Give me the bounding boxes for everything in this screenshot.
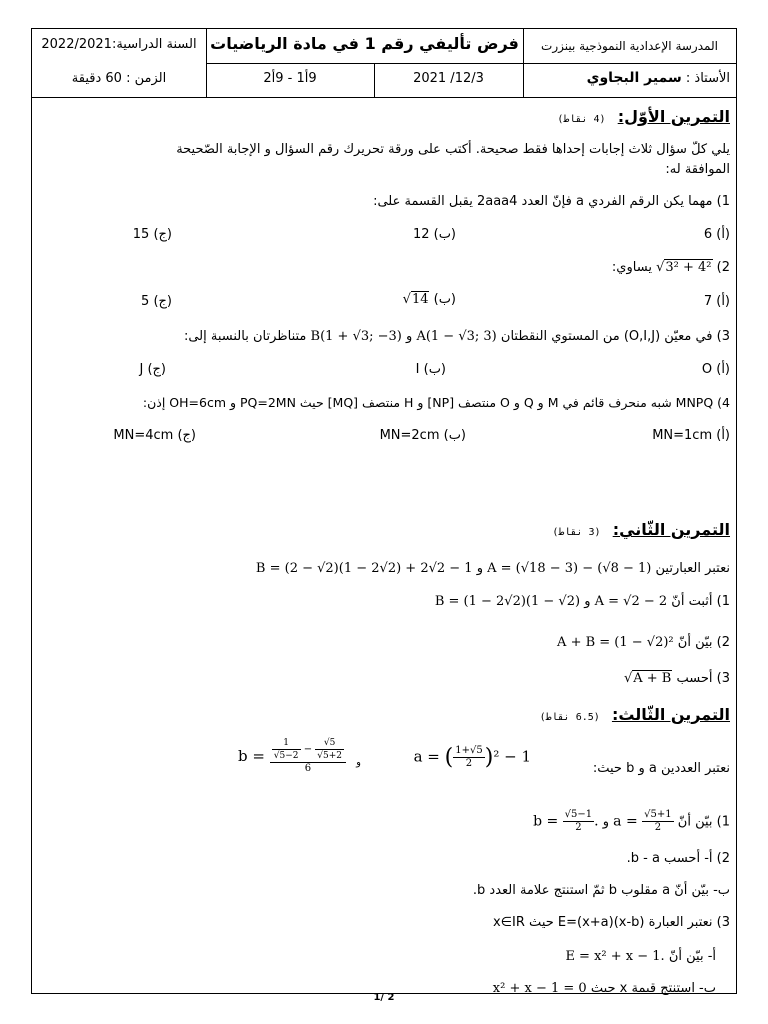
ex2-q1 — [435, 594, 730, 609]
ex1-q3-option-c: (ج) J — [139, 362, 166, 377]
ex1-q3-and: و — [406, 329, 413, 344]
ex3-a-definition: a = ( $\frac{1+√5}{2}$ )² − 1 — [413, 745, 531, 770]
ex2-q3-expression: A + B — [633, 671, 672, 686]
ex3-q1-text: 1) بيّن أنّ — [677, 814, 730, 830]
ex3-a-numerator: 1+√5 — [455, 745, 483, 756]
ex1-q2-option-b-label: (ب) — [429, 292, 456, 307]
ex1-q2-expression: 3² + 4² — [665, 260, 712, 275]
ex3-q1-a-numerator: √5+1 — [644, 809, 672, 820]
ex3-and: و — [356, 757, 361, 768]
ex3-q3: 3) نعتبر العبارة E=(x+a)(x-b) حيث x∈IR — [493, 915, 730, 930]
ex3-q1-and: و — [602, 814, 610, 830]
ex2-q3-text: 3) أحسب — [676, 671, 730, 686]
ex1-q1-option-a: (أ) 6 — [703, 227, 730, 242]
ex3-b-den2: √5+2 — [317, 751, 342, 761]
ex1-intro-2: الموافقة له: — [665, 162, 730, 177]
teacher — [523, 70, 736, 86]
ex3-a-denominator: 2 — [465, 758, 473, 769]
ex3-a-lhs: a = — [413, 747, 440, 766]
header-table — [32, 29, 736, 98]
ex1-q3-text: 3) في معيّن (O,I,J) من المستوي النقطتان — [500, 329, 730, 344]
ex2-q1-b: B = (1 − 2√2)(1 − √2) — [434, 594, 581, 609]
ex2-q2-expression: A + B = (1 − √2)² — [557, 635, 674, 650]
ex1-q1-option-b: (ب) 12 — [412, 227, 456, 242]
ex1-intro-1: يلي كلّ سؤال ثلاث إجابات إحداها فقط صحيحة. أكتب على ورقة تحريرك رقم السؤال و الإجابة الصّحيحة — [176, 142, 730, 157]
date-label: 2021 /12/3 — [413, 71, 484, 86]
ex1-q4: 4) MNPQ شبه منحرف قائم في M و Q و O منتصف [NP] و H منتصف [MQ] حيث PQ=2MN و OH=6cm إذن: — [142, 395, 730, 410]
ex3-q3b-text: ب- استنتج قيمة x حيث — [590, 981, 716, 996]
ex3-a-tail: ² − 1 — [493, 747, 531, 766]
ex2-intro-text: نعتبر العبارتين — [655, 561, 730, 576]
year-label: السنة الدراسية:2022/2021 — [41, 37, 197, 52]
ex2-intro — [256, 561, 730, 576]
ex1-q4-option-b: (ب) MN=2cm — [379, 428, 466, 443]
ex1-q2-option-b: (ب) √14 — [402, 292, 456, 307]
page-number: 1/ 2 — [373, 992, 395, 1003]
ex3-q2b: ب- بيّن أنّ a مقلوب b ثمّ استنتج علامة العدد b. — [472, 883, 730, 898]
ex3-q1-b-denominator: 2 — [575, 822, 582, 833]
exam-sheet — [31, 28, 737, 994]
ex3-b-minus: − — [303, 744, 313, 755]
ex3-q1-a-lhs: a = — [613, 813, 638, 830]
teacher-name: سمير البجاوي — [586, 70, 682, 86]
ex2-points: (3 نقاط) — [552, 527, 601, 538]
ex1-q1-option-c: (ج) 15 — [132, 227, 172, 242]
ex1-q2: 2) √3² + 4² يساوي: — [611, 260, 730, 275]
ex3-q3b-expression: x² + x − 1 = 0 — [492, 981, 587, 996]
ex3-q3a-text: أ- بيّن أنّ — [668, 949, 716, 964]
ex2-heading — [552, 520, 730, 539]
teacher-label: الأستاذ : — [685, 71, 730, 86]
ex2-expression-b: B = (2 − √2)(1 − 2√2) + 2√2 − 1 — [255, 561, 473, 576]
ex2-and: و — [476, 561, 483, 576]
ex1-q3-option-a: (أ) O — [701, 362, 730, 377]
ex1-q2-tail: يساوي: — [611, 260, 657, 275]
exam-title: فرض تأليفي رقم 1 في مادة الرياضيات — [210, 34, 519, 53]
ex1-heading — [557, 107, 730, 126]
ex2-q3: 3) أحسب √A + B — [623, 671, 730, 686]
ex3-b-denominator: 6 — [304, 763, 312, 774]
ex3-intro: نعتبر العددين a و b حيث: — [592, 761, 730, 776]
ex1-q4-option-c: (ج) MN=4cm — [113, 428, 196, 443]
ex3-b-num1: 1 — [272, 737, 301, 750]
ex3-b-definition — [238, 737, 346, 775]
ex1-points: (4 نقاط) — [557, 114, 606, 125]
ex3-heading — [540, 705, 730, 724]
ex3-q1-b-lhs: b = — [533, 813, 559, 830]
ex3-title: التمرين الثّالث: — [611, 705, 730, 724]
duration-label: الزمن : 60 دقيقة — [71, 71, 167, 86]
ex1-q2-number: 2) — [712, 260, 730, 275]
ex3-q2a: 2) أ- أحسب b - a. — [626, 851, 730, 866]
ex2-expression-a: A = (√18 − 3) − (√8 − 1) — [487, 561, 652, 576]
ex3-b-num2: √5 — [315, 737, 344, 750]
ex1-q3-point-b: B(1 + √3; −3) — [310, 329, 402, 344]
ex3-q3a-expression: E = x² + x − 1. — [565, 949, 665, 964]
ex1-q3-point-a: A(1 − √3; 3) — [416, 329, 497, 344]
ex1-q3-tail: متناظرتان بالنسبة إلى: — [183, 329, 307, 344]
ex1-q3-option-b: (ب) I — [415, 362, 446, 377]
ex1-title: التمرين الأوّل: — [617, 107, 730, 126]
ex1-q2-option-b-value: 14 — [411, 292, 429, 307]
ex1-q3 — [184, 329, 730, 344]
ex3-b-den1: √5−2 — [273, 751, 299, 761]
ex3-q1-b-numerator: √5−1 — [564, 809, 593, 820]
ex2-q1-a: A = √2 − 2 — [594, 594, 668, 609]
ex3-b-lhs: b = — [238, 747, 265, 765]
classes-label: 9أ1 - 9أ2 — [263, 71, 317, 86]
ex2-title: التمرين الثّاني: — [612, 520, 730, 539]
ex3-q1-a-denominator: 2 — [654, 822, 662, 833]
ex1-q1: 1) مهما يكن الرقم الفردي a فإنّ العدد 2aaa4 يقبل القسمة على: — [373, 194, 730, 209]
ex1-q2-option-a: (أ) 7 — [703, 294, 730, 309]
ex1-q4-option-a: (أ) MN=1cm — [652, 428, 730, 443]
ex3-q3a — [565, 949, 716, 964]
ex3-points: (6.5 نقاط) — [539, 712, 600, 723]
ex1-q2-option-c: (ج) 5 — [141, 294, 172, 309]
ex3-q1: 1) بيّن أنّ a = $\frac{√5+1}{2}$ و b = $\frac{√5-1}{2}$ . — [533, 809, 730, 833]
school-name: المدرسة الإعدادية النموذجية بينزرت — [541, 39, 718, 53]
exam-body — [32, 97, 736, 996]
ex2-q2-text: 2) بيّن أنّ — [677, 635, 730, 650]
ex2-q1-and: و — [584, 594, 591, 609]
ex2-q2 — [557, 635, 730, 650]
ex2-q1-text: 1) أثبت أنّ — [671, 594, 730, 609]
